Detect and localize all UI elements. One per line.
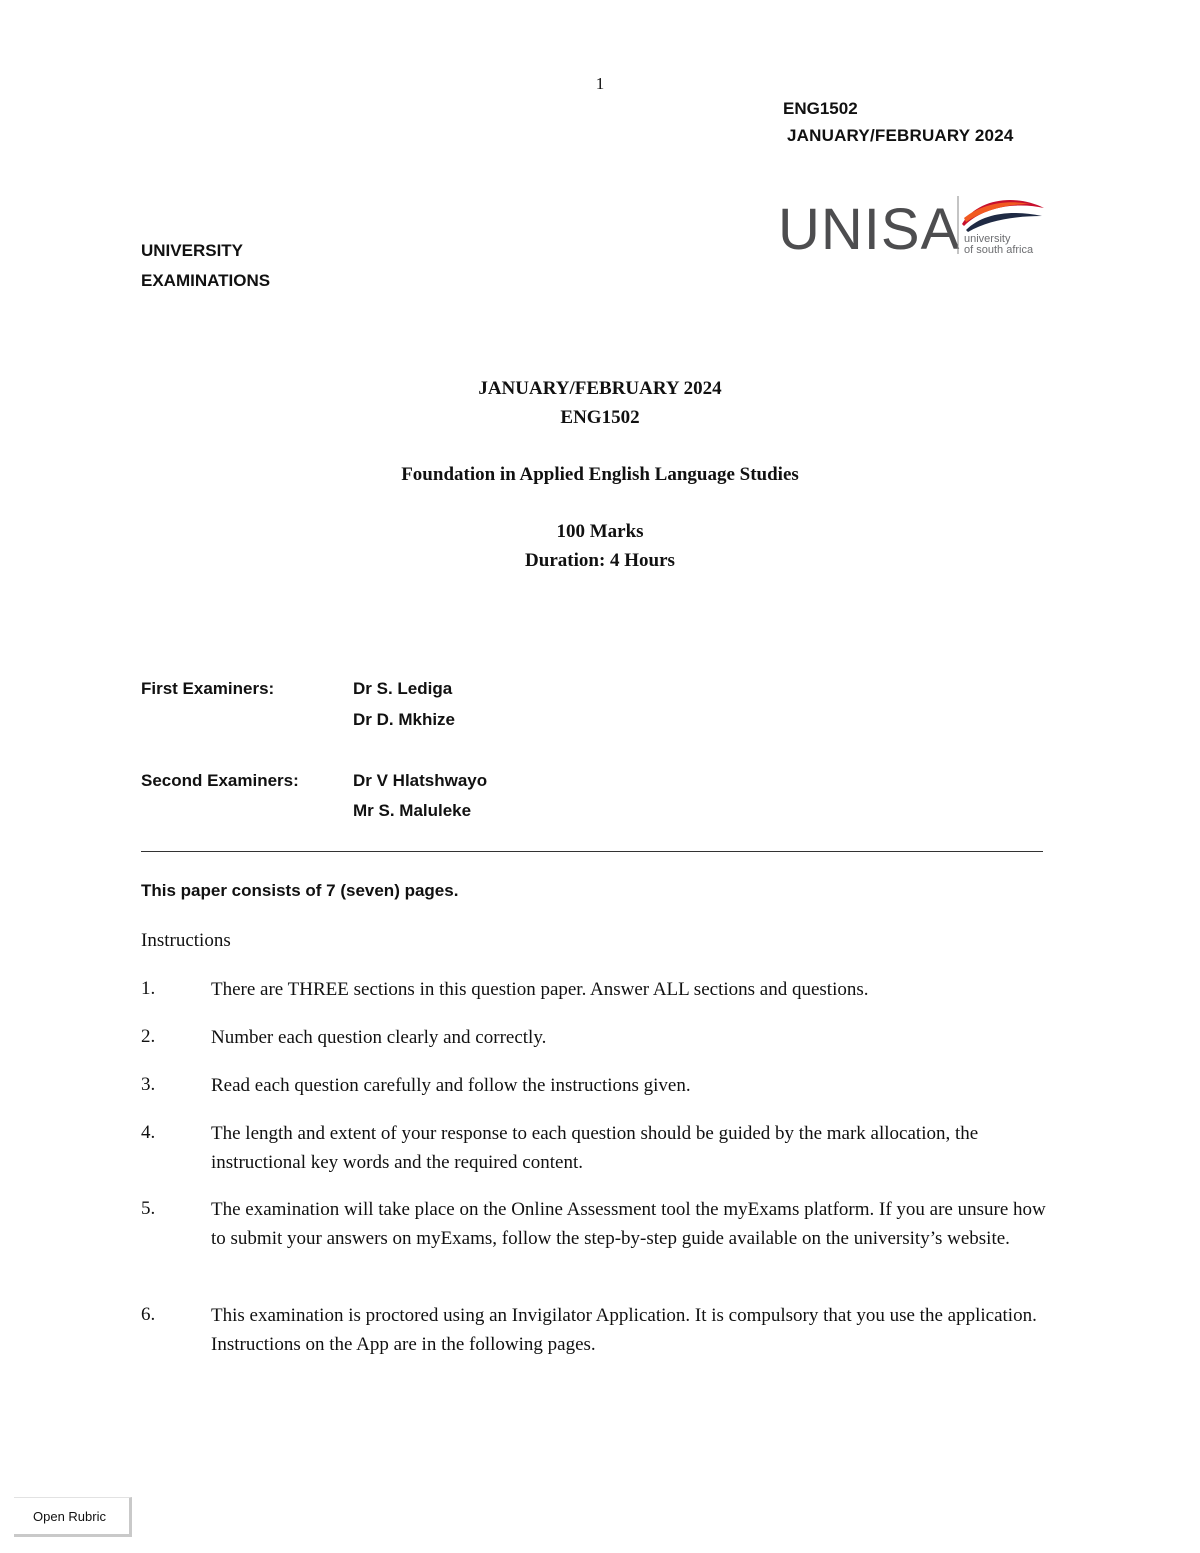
logo-tagline-line1: university bbox=[964, 233, 1011, 245]
instructions-heading: Instructions bbox=[141, 930, 231, 951]
logo-tagline-line2: of south africa bbox=[964, 244, 1034, 256]
first-examiner-name: Dr S. Lediga bbox=[353, 679, 453, 698]
instruction-text: The length and extent of your response to each question should be guided by the mark allocation, the instructional key words and the required content. bbox=[211, 1123, 979, 1173]
section-divider bbox=[141, 851, 1043, 852]
instruction-number: 4. bbox=[141, 1122, 156, 1143]
second-examiners-label: Second Examiners: bbox=[141, 771, 299, 790]
open-rubric-button[interactable]: Open Rubric bbox=[14, 1497, 132, 1537]
exam-duration: Duration: 4 Hours bbox=[525, 550, 675, 571]
first-examiner-name: Dr D. Mkhize bbox=[353, 710, 456, 729]
instruction-number: 2. bbox=[141, 1026, 156, 1047]
second-examiner-name: Mr S. Maluleke bbox=[353, 801, 472, 820]
title-period: JANUARY/FEBRUARY 2024 bbox=[478, 378, 722, 399]
logo-wordmark: UNISA bbox=[778, 197, 961, 260]
instruction-number: 5. bbox=[141, 1198, 156, 1219]
total-marks: 100 Marks bbox=[556, 521, 644, 542]
instruction-text: This examination is proctored using an Invigilator Application. It is compulsory that you use the application. Instructions on the App are in the following pages. bbox=[211, 1305, 1037, 1355]
unisa-logo bbox=[778, 190, 1048, 260]
instruction-number: 6. bbox=[141, 1304, 156, 1325]
instruction-text: Number each question clearly and correctly. bbox=[211, 1027, 547, 1048]
header-exam-period: JANUARY/FEBRUARY 2024 bbox=[787, 126, 1014, 145]
page-number: 1 bbox=[595, 74, 605, 93]
institution-line-2: EXAMINATIONS bbox=[141, 271, 271, 290]
instruction-text: The examination will take place on the Online Assessment tool the myExams platform. If you are unsure how to submit your answers on myExams, follow the step-by-step guide available on the university’s website. bbox=[211, 1199, 1046, 1249]
second-examiner-name: Dr V Hlatshwayo bbox=[353, 771, 488, 790]
instruction-number: 1. bbox=[141, 978, 156, 999]
title-code: ENG1502 bbox=[560, 407, 640, 428]
pages-note: This paper consists of 7 (seven) pages. bbox=[141, 881, 459, 900]
instruction-text: Read each question carefully and follow the instructions given. bbox=[211, 1075, 691, 1096]
institution-line-1: UNIVERSITY bbox=[141, 241, 244, 260]
module-name: Foundation in Applied English Language Studies bbox=[401, 464, 799, 485]
first-examiners-label: First Examiners: bbox=[141, 679, 275, 698]
instruction-text: There are THREE sections in this question paper. Answer ALL sections and questions. bbox=[211, 979, 869, 1000]
header-course-code: ENG1502 bbox=[783, 99, 858, 118]
logo-swoosh-icon bbox=[962, 200, 1044, 232]
instruction-number: 3. bbox=[141, 1074, 156, 1095]
